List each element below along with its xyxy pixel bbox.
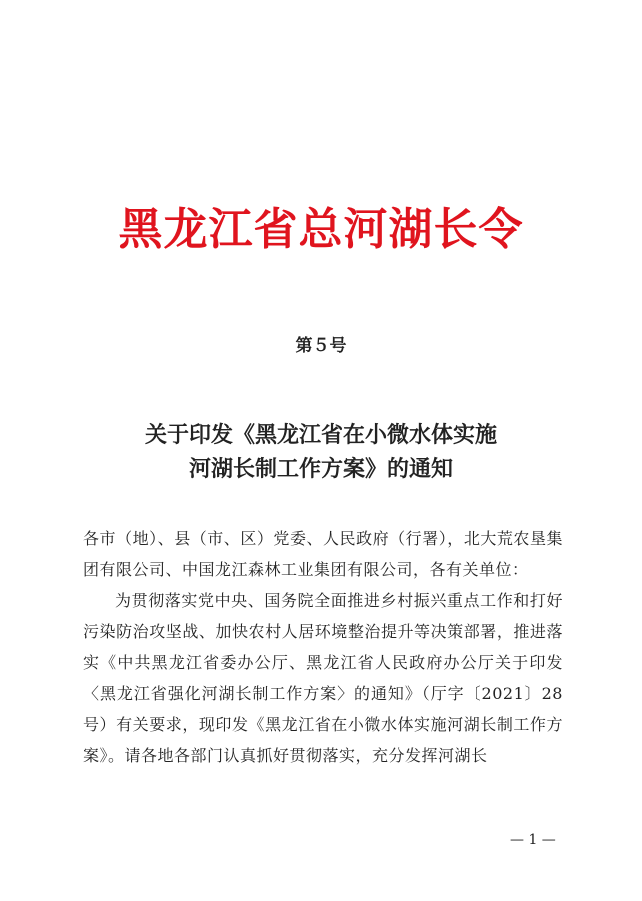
page-number: — 1 —: [510, 832, 556, 848]
document-number: 第５号: [295, 336, 347, 356]
title-line-2: 河湖长制工作方案》的通知: [188, 456, 453, 482]
masthead: 黑龙江省总河湖长令: [118, 204, 524, 255]
addressee: 各市（地）、县（市、区）党委、人民政府（行署），北大荒农垦集团有限公司、中国龙江森林工业集团有限公司，各有关单位：: [83, 529, 563, 579]
title-line-1: 关于印发《黑龙江省在小微水体实施: [144, 422, 497, 448]
body-paragraph: 为贯彻落实党中央、国务院全面推进乡村振兴重点工作和打好污染防治攻坚战、加快农村人居环境整治提升等决策部署，推进落实《中共黑龙江省委办公厅、黑龙江省人民政府办公厅关于印发〈黑龙江省强化河湖长制工作方案〉的通知》（厅字〔2021〕28号）有关要求，现印发《黑龙江省在小微水体实施河湖长制工作方案》。请各地各部门认真抓好贯彻落实，充分发挥河湖长: [83, 591, 563, 765]
document-body: [83, 523, 563, 771]
document-title: [0, 418, 642, 486]
